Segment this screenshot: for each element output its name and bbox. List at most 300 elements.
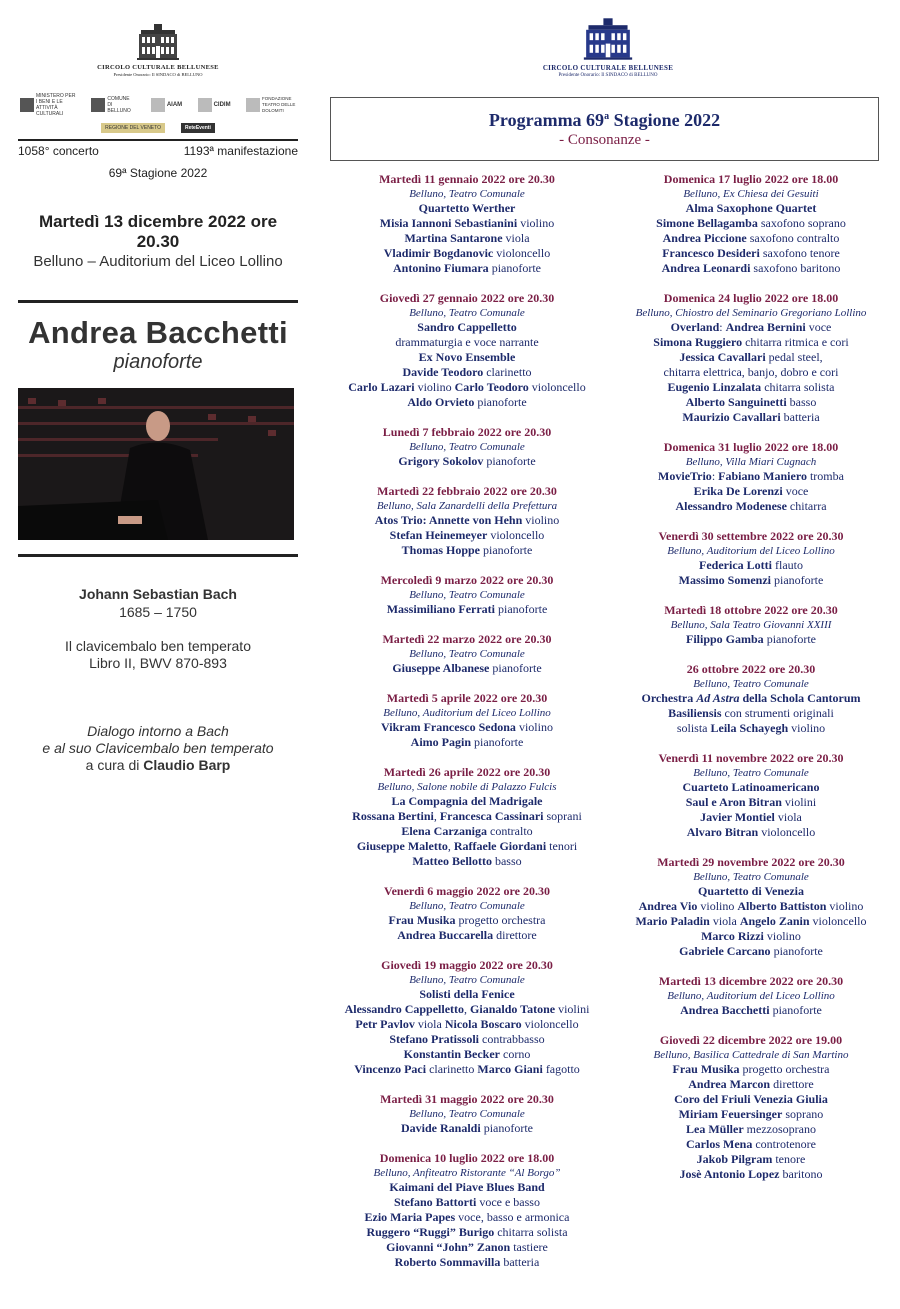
event-venue: Belluno, Salone nobile di Palazzo Fulcis [377, 781, 557, 793]
event-item [620, 974, 882, 1018]
performer-role: voce [805, 320, 832, 334]
event-performer-line [330, 720, 604, 735]
performer-role: pianoforte [480, 543, 533, 557]
performer-role: violino [826, 899, 864, 913]
performer-name: Marco Rizzi [701, 929, 764, 943]
performer-role: violini [555, 1002, 590, 1016]
event-item [620, 662, 882, 736]
event-date: Martedì 26 aprile 2022 ore 20.30 [383, 765, 551, 779]
sponsor-fondazione: FONDAZIONE TEATRO DELLE DOLOMITI [246, 96, 296, 114]
event-item [620, 855, 882, 959]
event-item [330, 425, 604, 469]
event-venue: Belluno, Teatro Comunale [409, 900, 525, 912]
performer-name: Carlo Lazari [348, 380, 415, 394]
performer-name: Sandro Cappelletto [417, 320, 517, 334]
performer-role: corno [500, 1047, 531, 1061]
aiam-logo-icon [151, 98, 165, 112]
performer-role: voce, basso e armonica [455, 1210, 570, 1224]
events-column-b [620, 172, 882, 1197]
event-item [620, 172, 882, 276]
event-performer-line [330, 543, 604, 558]
performer-name: Giovanni “John” Zanon [386, 1240, 511, 1254]
performer-name: Saul e Aron Bitran [685, 795, 782, 809]
performer-name: Aimo Pagin [410, 735, 472, 749]
performer-name: Miriam Feuersinger [678, 1107, 783, 1121]
performer-name: Leila Schayegh [710, 721, 789, 735]
performer-role: basso [786, 395, 817, 409]
performer-name: Massimo Somenzi [678, 573, 771, 587]
performer-name: Angelo Zanin [739, 914, 810, 928]
event-venue: Belluno, Anfiteatro Ristorante “Al Borgo” [373, 1167, 561, 1179]
event-performer-line [620, 825, 882, 840]
event-performer-line [330, 928, 604, 943]
performer-name: Giuseppe Albanese [392, 661, 490, 675]
performer-name: Jessica Cavallari [679, 350, 766, 364]
divider [18, 300, 298, 303]
event-venue: Belluno, Chiostro del Seminario Gregoriano Lollino [635, 307, 867, 319]
performer-name: Andrea Marcon [688, 1077, 771, 1091]
club-subtitle: Presidente Onorario: Il SINDACO di BELLUNO [113, 72, 203, 77]
performer-role: clarinetto [426, 1062, 478, 1076]
performer-role: pianoforte [474, 395, 527, 409]
performer-role: tromba [806, 469, 844, 483]
divider [18, 554, 298, 557]
event-venue: Belluno, Teatro Comunale [693, 871, 809, 883]
performer-name: Andrea Bacchetti [680, 1003, 770, 1017]
event-date: Giovedì 19 maggio 2022 ore 20.30 [381, 958, 553, 972]
performer-name: Basiliensis [668, 706, 722, 720]
event-date: Venerdì 6 maggio 2022 ore 20.30 [384, 884, 550, 898]
performer-role: batteria [780, 410, 820, 424]
event-performer-line [620, 1137, 882, 1152]
event-date: Mercoledì 9 marzo 2022 ore 20.30 [380, 573, 554, 587]
performer-name: Atos Trio: Annette von Hehn [374, 513, 523, 527]
event-item [330, 573, 604, 617]
performer-role: saxofono soprano [757, 216, 846, 230]
performer-name: Alessandro Modenese [675, 499, 787, 513]
performer-name: Eugenio Linzalata [667, 380, 762, 394]
event-item [330, 884, 604, 943]
event-venue: Belluno, Teatro Comunale [409, 188, 525, 200]
performer-name: Jakob Pilgram [696, 1152, 773, 1166]
event-item [330, 958, 604, 1077]
event-performer-line [620, 810, 882, 825]
concert-flyer [18, 0, 298, 774]
event-performer-line [620, 231, 882, 246]
event-date: Venerdì 11 novembre 2022 ore 20.30 [658, 751, 844, 765]
event-performer-line [620, 558, 882, 573]
counts-row [18, 144, 298, 158]
season-label: 69ª Stagione 2022 [108, 166, 208, 180]
performer-role: violini [781, 795, 817, 809]
event-performer-line [620, 1062, 882, 1077]
dialog-line-2: e al suo Clavicembalo ben temperato [42, 740, 274, 756]
event-performer-line [620, 573, 882, 588]
event-item [330, 484, 604, 558]
performer-role: , [447, 839, 454, 853]
curated-by: a cura di Claudio Barp [85, 757, 231, 773]
performer-name: Misia Iannoni Sebastianini [379, 216, 518, 230]
artist-name: Andrea Bacchetti [28, 315, 288, 350]
performer-name: Aldo Orvieto [407, 395, 475, 409]
reteeventi-logo: ReteEventi [181, 123, 215, 133]
performer-role: flauto [771, 558, 803, 572]
event-venue: Belluno, Auditorium del Liceo Lollino [383, 707, 551, 719]
performer-role: solista [676, 721, 711, 735]
performer-role: tastiere [510, 1240, 548, 1254]
performer-name: Fabiano Maniero [718, 469, 807, 483]
event-performer-line [330, 1032, 604, 1047]
event-performer-line [330, 1180, 604, 1195]
performer-name: Carlos Mena [686, 1137, 753, 1151]
performer-name: Grigory Sokolov [398, 454, 484, 468]
event-performer-line [620, 780, 882, 795]
event-performer-line [620, 350, 882, 365]
event-item [330, 172, 604, 276]
sponsor-ministero: MINISTERO PER I BENI E LE ATTIVITÀ CULTURALI [20, 93, 76, 117]
performer-role: pianoforte [771, 573, 824, 587]
performer-role: progetto orchestra [739, 1062, 830, 1076]
pianist-photo-icon [18, 388, 294, 540]
event-performer-line [330, 350, 604, 365]
event-performer-line [330, 824, 604, 839]
event-date: Martedì 18 ottobre 2022 ore 20.30 [664, 603, 838, 617]
event-performer-line [620, 1092, 882, 1107]
event-item [620, 529, 882, 588]
cidim-logo-icon [198, 98, 212, 112]
performer-role: tenori [546, 839, 578, 853]
performer-role: violoncello [493, 246, 551, 260]
performer-name: Stefano Pratissoli [389, 1032, 479, 1046]
performer-role: pianoforte [488, 261, 541, 275]
event-date: Martedì 22 febbraio 2022 ore 20.30 [377, 484, 557, 498]
performer-role: contralto [487, 824, 533, 838]
performer-role: pianoforte [483, 454, 536, 468]
performer-role: : [711, 469, 719, 483]
event-venue: Belluno, Sala Zanardelli della Prefettura [376, 500, 558, 512]
building-icon [135, 22, 181, 62]
performer-role: tenore [772, 1152, 806, 1166]
performer-role: violoncello [521, 1017, 579, 1031]
performer-role: contrabbasso [479, 1032, 545, 1046]
club-name: CIRCOLO CULTURALE BELLUNESE [97, 64, 219, 71]
event-item [330, 632, 604, 676]
performer-name: Martina Santarone [404, 231, 503, 245]
sponsor-cidim: CIDIM [198, 98, 231, 112]
event-item [330, 1092, 604, 1136]
performer-name: Massimiliano Ferrati [386, 602, 495, 616]
performer-name: MovieTrio [658, 469, 712, 483]
event-performer-line [330, 1195, 604, 1210]
event-performer-line [620, 929, 882, 944]
performer-name: Carlo Teodoro [454, 380, 529, 394]
event-venue: Belluno, Teatro Comunale [409, 974, 525, 986]
performer-role: soprani [543, 809, 582, 823]
event-performer-line [620, 320, 882, 335]
performer-role: , [464, 1002, 471, 1016]
performer-role: violino [763, 929, 801, 943]
performer-role: , [433, 809, 440, 823]
performer-name: Gabriele Carcano [679, 944, 771, 958]
performer-name: Matteo Bellotto [412, 854, 492, 868]
event-performer-line [620, 484, 882, 499]
performer-role: clarinetto [483, 365, 532, 379]
event-performer-line [620, 261, 882, 276]
event-performer-line [620, 884, 882, 899]
performer-name: Francesca Cassinari [439, 809, 544, 823]
event-item [330, 1151, 604, 1270]
performer-role: controtenore [752, 1137, 816, 1151]
performer-name: Rossana Bertini [352, 809, 434, 823]
performer-name: Quartetto di Venezia [698, 884, 804, 898]
performer-name: Alberto Sanguinetti [685, 395, 787, 409]
event-date: Lunedì 7 febbraio 2022 ore 20.30 [382, 425, 552, 439]
event-performer-line [330, 1047, 604, 1062]
event-performer-line [330, 987, 604, 1002]
performer-role: pianoforte [763, 632, 816, 646]
composer-years: 1685 – 1750 [119, 604, 197, 620]
performer-name: Josè Antonio Lopez [679, 1167, 780, 1181]
performer-role: viola [709, 914, 740, 928]
performer-name: Simone Bellagamba [656, 216, 758, 230]
event-performer-line [620, 1122, 882, 1137]
event-performer-line [330, 735, 604, 750]
performer-role: violino [788, 721, 826, 735]
dialog-line-1: Dialogo intorno a Bach [87, 723, 229, 739]
regione-veneto-logo: REGIONE DEL VENETO [101, 123, 165, 133]
work-title: Il clavicembalo ben temperato [65, 638, 251, 654]
performer-name: Davide Ranaldi [401, 1121, 481, 1135]
concert-count: 1058° concerto [18, 144, 99, 158]
event-performer-line [620, 1107, 882, 1122]
performer-role: con strumenti originali [721, 706, 834, 720]
sponsor-logos [18, 93, 298, 117]
performer-name: Stefan Heinemeyer [389, 528, 488, 542]
club-logo [18, 22, 298, 77]
programme-title: Programma 69$^a$ Stagione 2022 [488, 110, 721, 130]
event-date: Domenica 24 luglio 2022 ore 18.00 [663, 291, 839, 305]
event-performer-line [620, 721, 882, 736]
performer-role: batteria [500, 1255, 540, 1269]
event-performer-line [620, 335, 882, 350]
club-subtitle: Presidente Onorario: Il SINDACO di BELLUNO [558, 73, 658, 78]
event-venue: Belluno, Teatro Comunale [409, 441, 525, 453]
artist-photo [18, 388, 294, 540]
concert-date: Martedì 13 dicembre 2022 ore 20.30 [38, 212, 278, 251]
performer-role: violoncello [809, 914, 867, 928]
event-date: Martedì 5 aprile 2022 ore 20.30 [386, 691, 548, 705]
ministero-logo-icon [20, 98, 34, 112]
event-date: Domenica 31 luglio 2022 ore 18.00 [663, 440, 839, 454]
performer-name: Orchestra [641, 691, 697, 705]
performer-name: Konstantin Becker [403, 1047, 500, 1061]
performer-role: chitarra solista [494, 1225, 568, 1239]
sponsor-comune: COMUNE DI BELLUNO [91, 96, 135, 114]
event-item [330, 691, 604, 750]
event-item [620, 751, 882, 840]
performer-role: direttore [770, 1077, 814, 1091]
event-performer-line [330, 913, 604, 928]
performer-role: violino [515, 720, 553, 734]
event-venue: Belluno, Ex Chiesa dei Gesuiti [683, 188, 819, 200]
performer-role: violoncello [758, 825, 816, 839]
event-date: Domenica 17 luglio 2022 ore 18.00 [663, 172, 839, 186]
performer-name: Petr Pavlov [355, 1017, 415, 1031]
event-performer-line [620, 1077, 882, 1092]
event-performer-line [330, 602, 604, 617]
performer-name: Alvaro Bitran [686, 825, 759, 839]
performer-name: Andrea Buccarella [397, 928, 494, 942]
event-performer-line [620, 1152, 882, 1167]
performer-role: : [719, 320, 726, 334]
performer-name: Erika De Lorenzi [693, 484, 783, 498]
performer-name: Cuarteto Latinoamericano [682, 780, 820, 794]
performer-name: Mario Paladin [635, 914, 710, 928]
performer-role: fagotto [542, 1062, 580, 1076]
event-performer-line [330, 246, 604, 261]
performer-role: mezzosoprano [743, 1122, 816, 1136]
event-venue: Belluno, Teatro Comunale [693, 678, 809, 690]
event-date: Venerdì 30 settembre 2022 ore 20.30 [658, 529, 844, 543]
event-date: Giovedì 27 gennaio 2022 ore 20.30 [379, 291, 555, 305]
event-performer-line [330, 854, 604, 869]
performer-name: Ex Novo Ensemble [418, 350, 516, 364]
building-icon [577, 16, 639, 62]
event-venue: Belluno, Teatro Comunale [409, 589, 525, 601]
event-performer-line [620, 944, 882, 959]
event-venue: Belluno, Sala Teatro Giovanni XXIII [670, 619, 832, 631]
event-venue: Belluno, Basilica Cattedrale di San Martino [653, 1049, 849, 1061]
performer-role: drammaturgia e voce narrante [395, 335, 539, 349]
event-performer-line [620, 410, 882, 425]
event-performer-line [620, 691, 882, 706]
event-performer-line [330, 528, 604, 543]
performer-name: Frau Musika [388, 913, 456, 927]
event-item [620, 1033, 882, 1182]
performer-role: chitarra ritmica e cori [742, 335, 849, 349]
event-performer-line [330, 335, 604, 350]
performer-role: direttore [493, 928, 537, 942]
event-performer-line [330, 365, 604, 380]
programme-header [330, 97, 879, 161]
fondazione-logo-icon [246, 98, 260, 112]
performer-name: Maurizio Cavallari [682, 410, 781, 424]
event-performer-line [330, 380, 604, 395]
event-performer-line [330, 1210, 604, 1225]
event-date: Domenica 10 luglio 2022 ore 18.00 [379, 1151, 555, 1165]
performer-name: Kaimani del Piave Blues Band [389, 1180, 545, 1194]
event-performer-line [620, 216, 882, 231]
performer-name: Nicola Boscaro [444, 1017, 522, 1031]
performer-role: pianoforte [495, 602, 548, 616]
event-performer-line [620, 632, 882, 647]
performer-name: Stefano Battorti [394, 1195, 477, 1209]
performer-name: Lea Müller [686, 1122, 744, 1136]
event-performer-line [330, 395, 604, 410]
event-date: Giovedì 22 dicembre 2022 ore 19.00 [659, 1033, 843, 1047]
performer-role: chitarra elettrica, banjo, dobro e cori [663, 365, 839, 379]
performer-name: Andrea Piccione [662, 231, 747, 245]
event-venue: Belluno, Teatro Comunale [409, 648, 525, 660]
performer-name: Ezio Maria Papes [364, 1210, 456, 1224]
event-date: Martedì 31 maggio 2022 ore 20.30 [380, 1092, 554, 1106]
performer-name: Filippo Gamba [686, 632, 764, 646]
performer-name: Elena Carzaniga [401, 824, 487, 838]
event-venue: Belluno, Teatro Comunale [409, 1108, 525, 1120]
performer-name: Solisti della Fenice [419, 987, 515, 1001]
event-performer-line [330, 1255, 604, 1270]
event-performer-line [330, 839, 604, 854]
event-performer-line [330, 1017, 604, 1032]
performer-name: Andrea Bernini [725, 320, 806, 334]
event-date: Martedì 22 marzo 2022 ore 20.30 [382, 632, 552, 646]
performer-name: La Compagnia del Madrigale [391, 794, 543, 808]
performer-role: basso [491, 854, 522, 868]
performer-role: voce [782, 484, 809, 498]
divider [18, 139, 298, 141]
event-performer-line [330, 794, 604, 809]
event-item [620, 603, 882, 647]
event-performer-line [330, 1240, 604, 1255]
event-venue: Belluno, Teatro Comunale [409, 307, 525, 319]
performer-role: violoncello [487, 528, 545, 542]
performer-name: Simona Ruggiero [653, 335, 743, 349]
performer-name: Davide Teodoro [402, 365, 484, 379]
event-performer-line [620, 1167, 882, 1182]
event-performer-line [620, 1003, 882, 1018]
event-performer-line [620, 469, 882, 484]
performer-name: Gianaldo Tatone [470, 1002, 556, 1016]
performer-role: violino [697, 899, 738, 913]
event-performer-line [620, 499, 882, 514]
performer-role: saxofono contralto [746, 231, 840, 245]
event-date: 26 ottobre 2022 ore 20.30 [686, 662, 816, 676]
event-date: Martedì 13 dicembre 2022 ore 20.30 [658, 974, 844, 988]
performer-name: Marco Giani [477, 1062, 543, 1076]
performer-name: Overland [670, 320, 720, 334]
event-performer-line [620, 899, 882, 914]
event-performer-line [330, 1002, 604, 1017]
performer-role: progetto orchestra [455, 913, 546, 927]
performer-name: Thomas Hoppe [401, 543, 481, 557]
composer-name: Johann Sebastian Bach [79, 586, 237, 602]
event-venue: Belluno, Teatro Comunale [693, 767, 809, 779]
performer-role: violino [517, 216, 555, 230]
concert-venue: Belluno – Auditorium del Liceo Lollino [33, 253, 283, 270]
performer-name: Antonino Fiumara [393, 261, 489, 275]
event-date: Martedì 29 novembre 2022 ore 20.30 [657, 855, 845, 869]
performer-role: voce e basso [476, 1195, 540, 1209]
performer-role: pianoforte [769, 1003, 822, 1017]
event-performer-line [620, 246, 882, 261]
event-performer-line [330, 320, 604, 335]
performer-role: chitarra solista [761, 380, 835, 394]
event-performer-line [620, 914, 882, 929]
event-performer-line [330, 1225, 604, 1240]
performer-name: Federica Lotti [699, 558, 772, 572]
event-performer-line [330, 1062, 604, 1077]
performer-name: Andrea Vio [638, 899, 698, 913]
event-item [330, 291, 604, 410]
performer-name: Quartetto Werther [418, 201, 516, 215]
event-performer-line [330, 201, 604, 216]
performer-name: Vikram Francesco Sedona [381, 720, 516, 734]
programme-logo [540, 16, 676, 78]
performer-name: Alessandro Cappelletto [344, 1002, 465, 1016]
event-performer-line [620, 201, 882, 216]
performer-role: pedal steel, [765, 350, 823, 364]
event-performer-line [330, 454, 604, 469]
